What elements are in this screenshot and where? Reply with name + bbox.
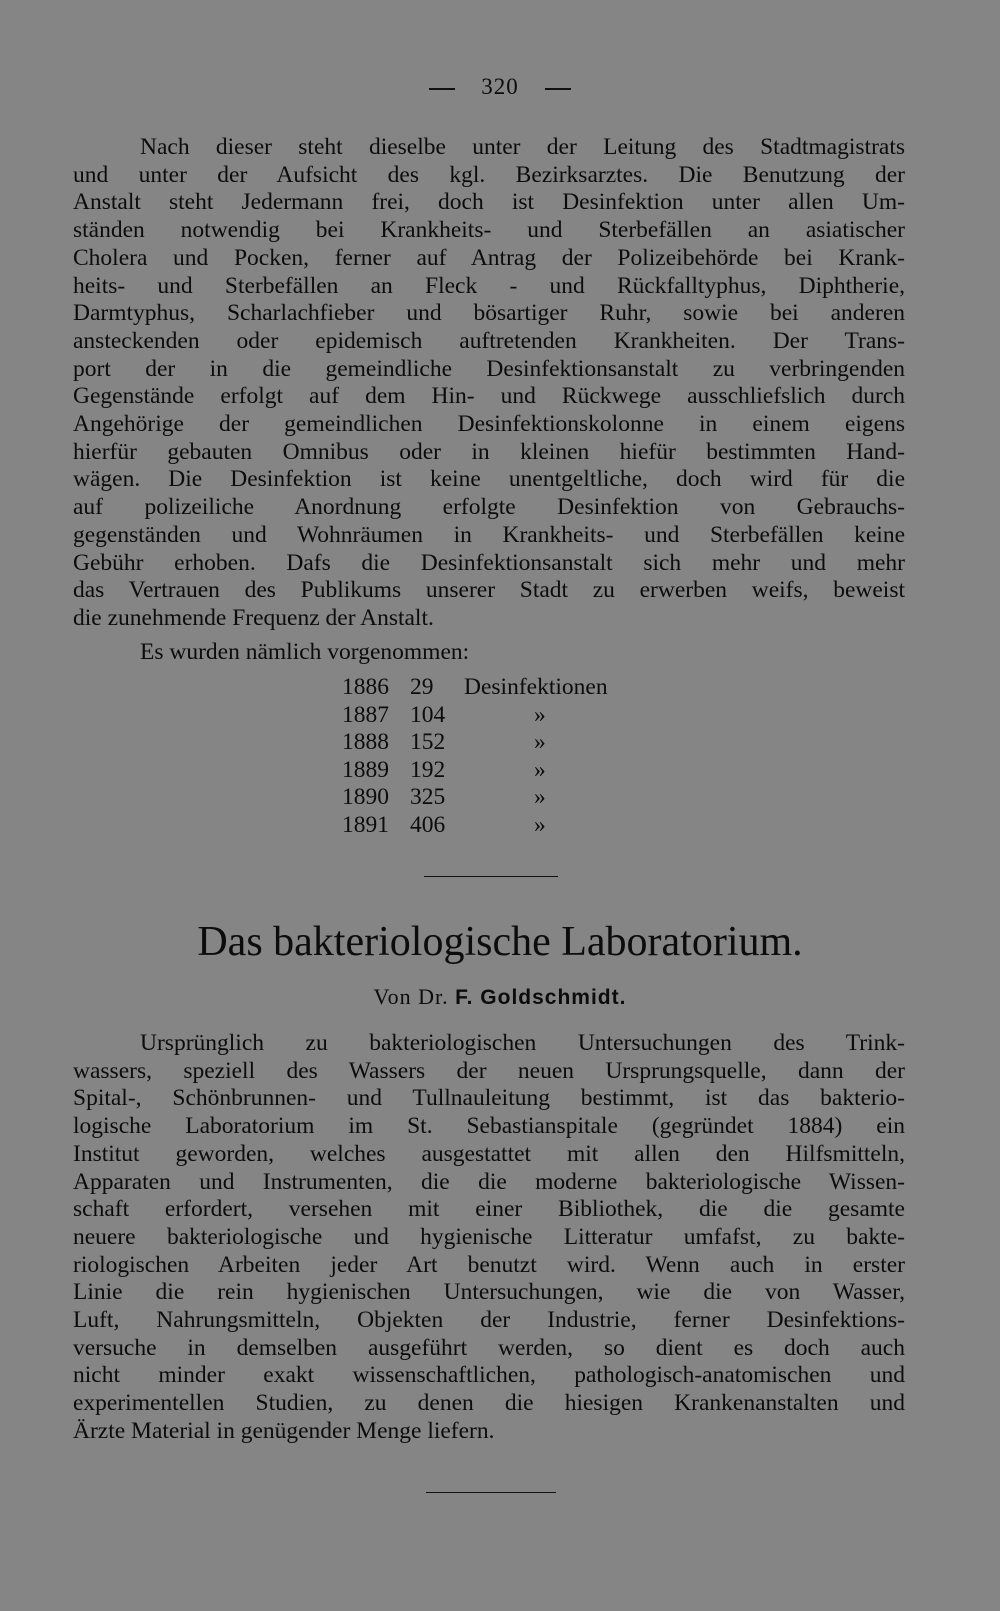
page-number-header [0, 74, 1000, 100]
section-divider-rule [424, 876, 558, 877]
text-line: das Vertrauen des Publikums unserer Stadt zu erwerben weifs, beweist [73, 577, 905, 604]
text-line: Darmtyphus, Scharlachfieber und bösartiger Ruhr, sowie bei anderen [73, 300, 905, 327]
text-line: nicht minder exakt wissenschaftlichen, pathologisch-anatomischen und [73, 1362, 905, 1389]
byline-prefix: Von Dr. [373, 984, 449, 1009]
text-line: Linie die rein hygienischen Untersuchungen, wie die von Wasser, [73, 1279, 905, 1306]
ditto-mark: » [534, 756, 546, 783]
table-row [342, 812, 664, 840]
count-cell: 104 [410, 701, 446, 728]
text-line: riologischen Arbeiten jeder Art benutzt wird. Wenn auch in erster [73, 1251, 905, 1278]
section-disinfection-text [73, 134, 905, 666]
count-cell: 325 [410, 784, 446, 811]
ditto-mark: » [534, 784, 546, 811]
right-dash [545, 88, 571, 90]
left-dash [429, 88, 455, 90]
text-line: die zunehmende Frequenz der Anstalt. [73, 604, 434, 631]
ditto-mark: » [534, 701, 546, 728]
year-cell: 1888 [342, 729, 389, 756]
text-line: Angehörige der gemeindlichen Desinfektionskolonne in einem eigens [73, 411, 905, 438]
text-line: versuche in demselben ausgeführt werden, so dient es doch auch [73, 1334, 905, 1361]
text-line: Ärzte Material in genügender Menge liefern. [73, 1417, 495, 1444]
text-line: Luft, Nahrungsmitteln, Objekten der Industrie, ferner Desinfektions- [73, 1307, 905, 1334]
text-line: experimentellen Studien, zu denen die hiesigen Krankenanstalten und [73, 1390, 905, 1417]
table-row [342, 702, 664, 730]
text-line: neuere bakteriologische und hygienische Litteratur umfafst, zu bakte- [73, 1223, 905, 1250]
text-line: port der in die gemeindliche Desinfektionsanstalt zu verbringenden [73, 355, 905, 382]
text-line: heits- und Sterbefällen an Fleck - und Rückfalltyphus, Diphtherie, [73, 272, 905, 299]
year-cell: 1889 [342, 756, 389, 783]
end-rule [426, 1492, 556, 1493]
text-line: auf polizeiliche Anordnung erfolgte Desinfektion von Gebrauchs- [73, 494, 905, 521]
year-cell: 1891 [342, 811, 389, 838]
table-row [342, 784, 664, 812]
section-title: Das bakteriologische Laboratorium. [197, 919, 803, 965]
count-cell: 192 [410, 756, 446, 783]
year-cell: 1890 [342, 784, 389, 811]
text-line: Apparaten und Instrumenten, die die moderne bakteriologische Wissen- [73, 1168, 905, 1195]
section-laboratory-text [73, 1030, 905, 1446]
text-line: Ursprünglich zu bakteriologischen Untersuchungen des Trink- [140, 1030, 905, 1056]
text-line: wägen. Die Desinfektion ist keine unentgeltliche, doch wird für die [73, 466, 905, 493]
text-line: Cholera und Pocken, ferner auf Antrag der Polizeibehörde bei Krank- [73, 244, 905, 271]
disinfection-stats-table [342, 674, 664, 840]
year-cell: 1887 [342, 701, 389, 728]
table-row [342, 674, 664, 702]
ditto-mark: » [534, 729, 546, 756]
ditto-mark: » [534, 811, 546, 838]
text-line: Gegenstände erfolgt auf dem Hin- und Rückwege ausschliefslich durch [73, 383, 905, 410]
text-line: Spital-, Schönbrunnen- und Tullnauleitung bestimmt, ist das bakterio- [73, 1085, 905, 1112]
count-cell: 406 [410, 811, 446, 838]
text-line: gegenständen und Wohnräumen in Krankheits- und Sterbefällen keine [73, 521, 905, 548]
stats-intro: Es wurden nämlich vorgenommen: [140, 638, 470, 665]
text-line: Gebühr erhoben. Dafs die Desinfektionsanstalt sich mehr und mehr [73, 549, 905, 576]
label-cell: Desinfektionen [464, 674, 608, 700]
author-byline [0, 984, 1000, 1010]
text-line: und unter der Aufsicht des kgl. Bezirksarztes. Die Benutzung der [73, 161, 905, 188]
text-line: hierfür gebauten Omnibus oder in kleinen hiefür bestimmten Hand- [73, 438, 905, 465]
text-line: Institut geworden, welches ausgestattet mit allen den Hilfsmitteln, [73, 1140, 905, 1167]
text-line: ständen notwendig bei Krankheits- und Sterbefällen an asiatischer [73, 217, 905, 244]
text-line: ansteckenden oder epidemisch auftretenden Krankheiten. Der Trans- [73, 327, 905, 354]
text-line: wassers, speziell des Wassers der neuen Ursprungsquelle, dann der [73, 1057, 905, 1084]
page-number: 320 [481, 74, 519, 99]
byline-author: F. Goldschmidt. [455, 986, 627, 1009]
text-line: schaft erfordert, versehen mit einer Bibliothek, die die gesamte [73, 1196, 905, 1223]
table-row [342, 757, 664, 785]
text-line: logische Laboratorium im St. Sebastianspitale (gegründet 1884) ein [73, 1113, 905, 1140]
text-line: Nach dieser steht dieselbe unter der Leitung des Stadtmagistrats [140, 134, 905, 160]
text-line: Anstalt steht Jedermann frei, doch ist Desinfektion unter allen Um- [73, 189, 905, 216]
year-cell: 1886 [342, 674, 389, 700]
count-cell: 29 [410, 674, 434, 700]
count-cell: 152 [410, 729, 446, 756]
table-row [342, 729, 664, 757]
